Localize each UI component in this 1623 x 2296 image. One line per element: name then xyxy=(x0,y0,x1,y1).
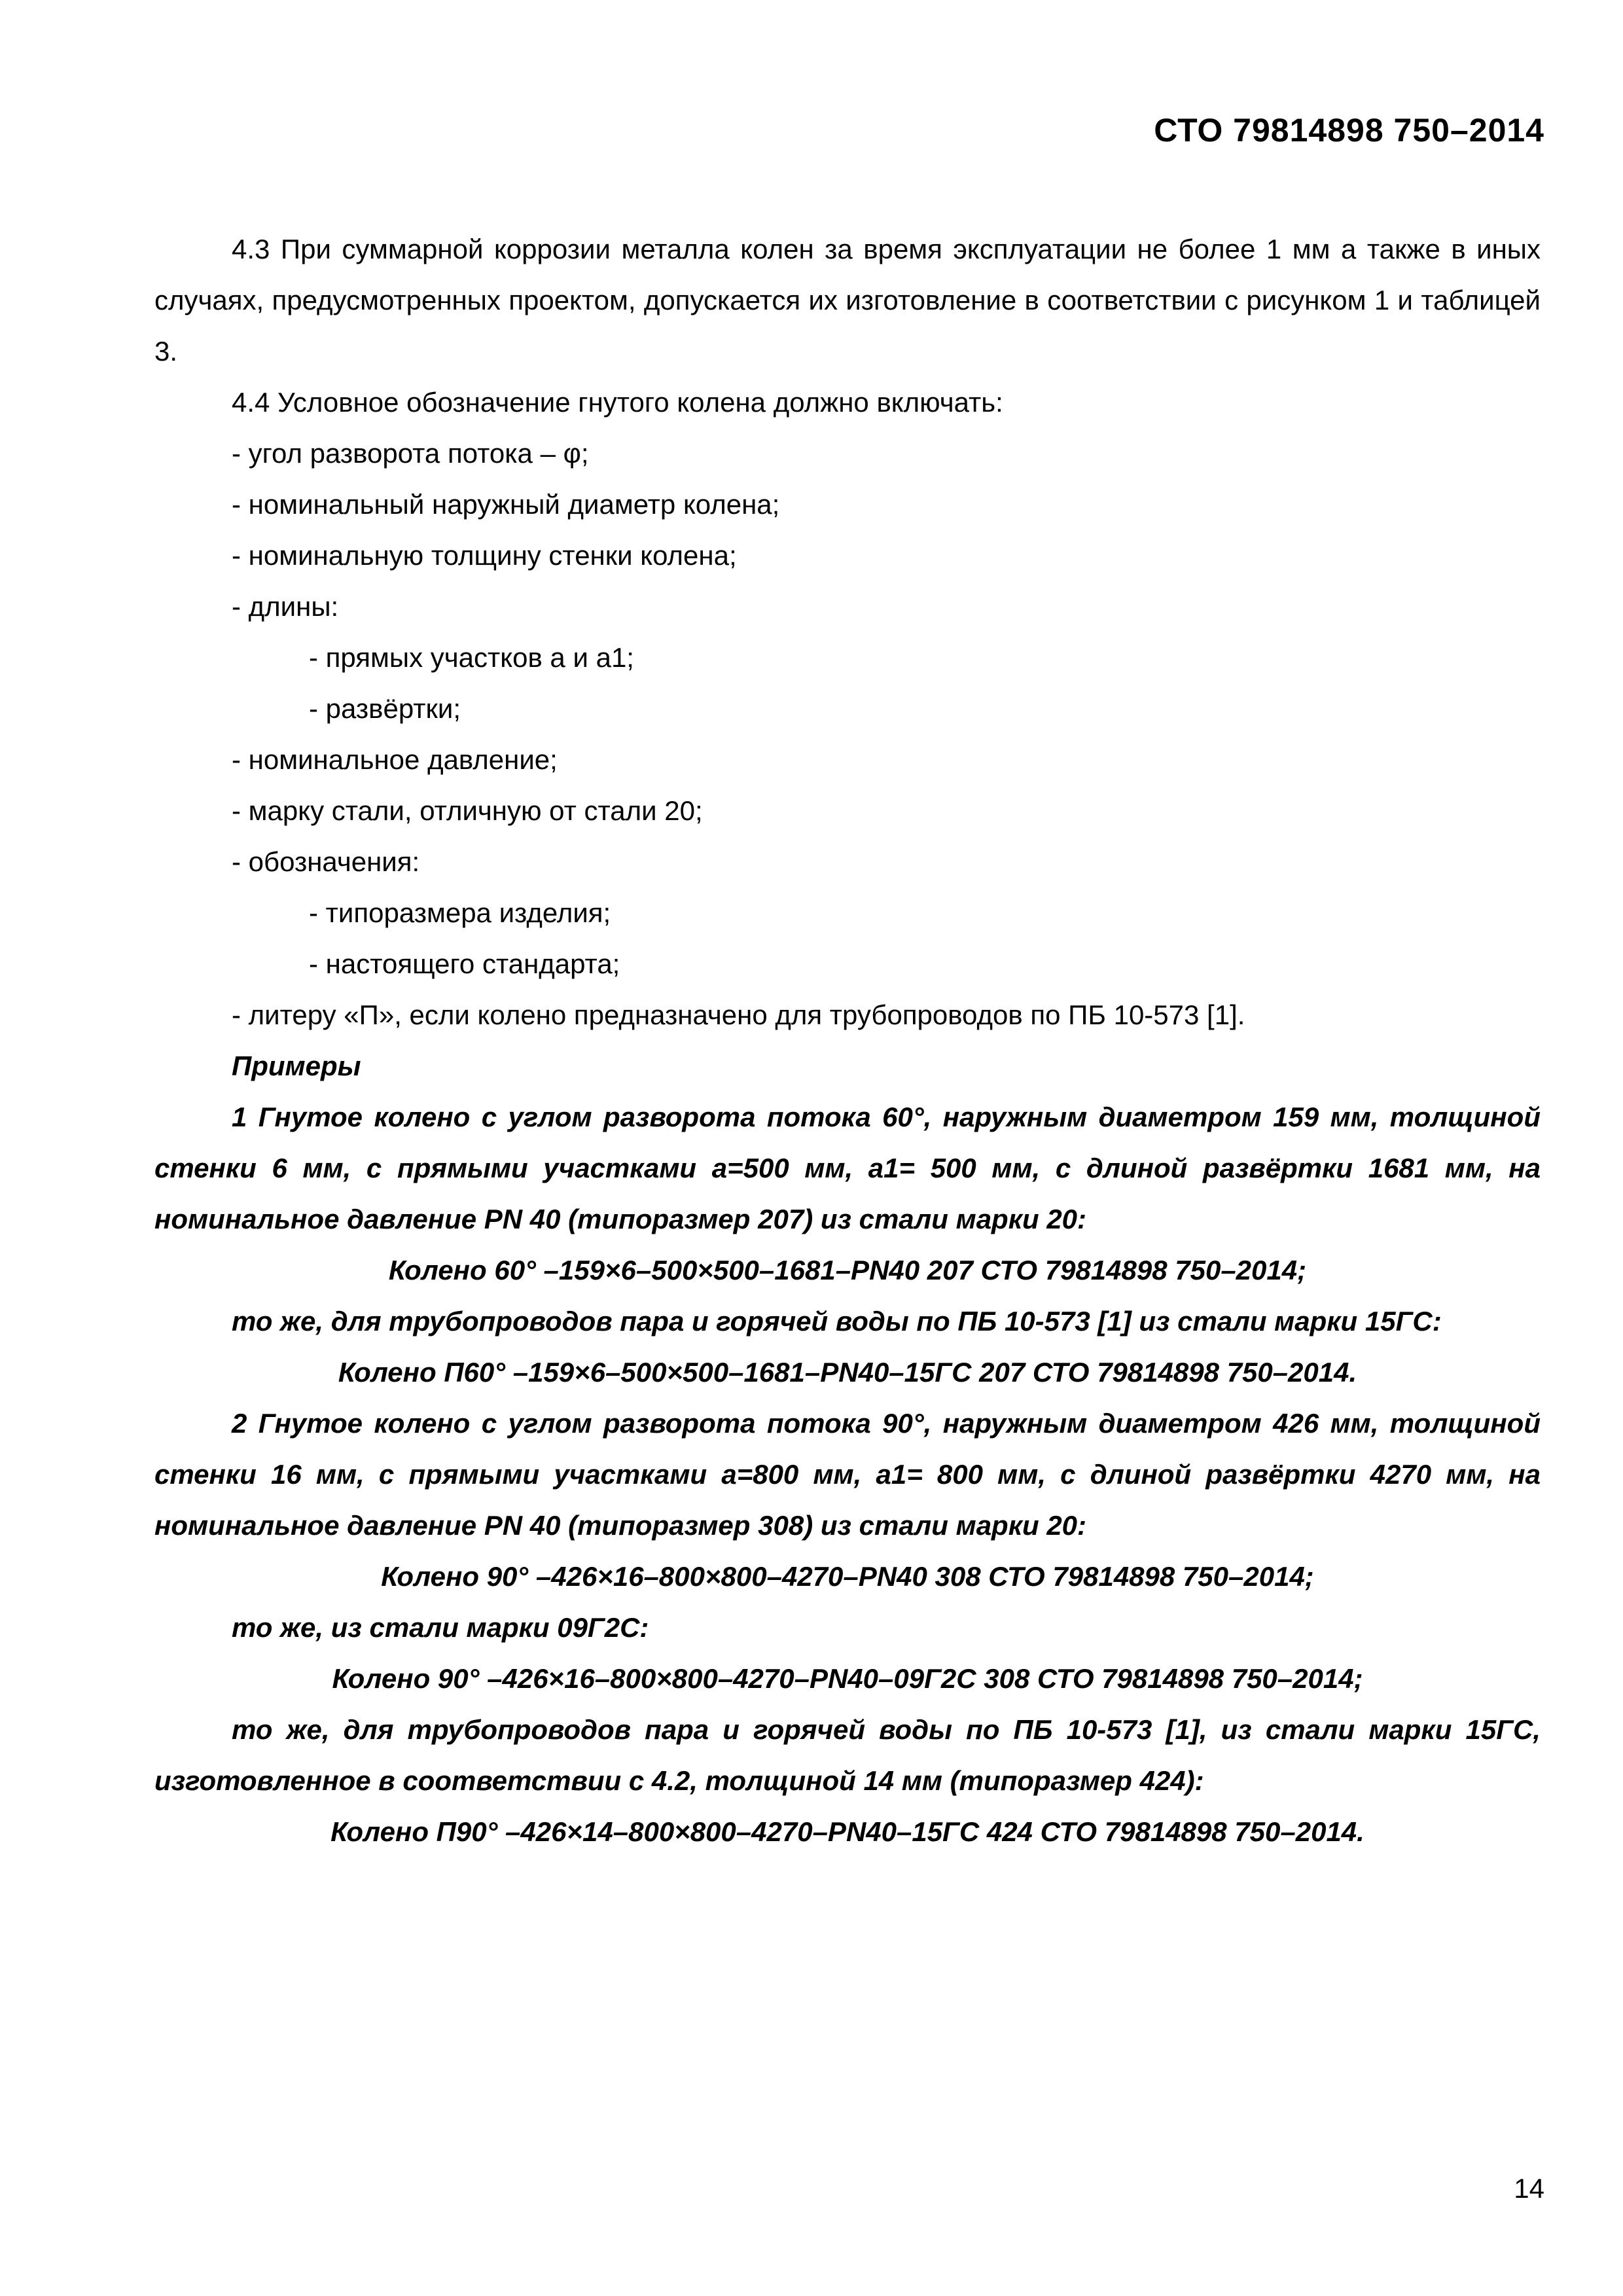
list-item-pressure: - номинальное давление; xyxy=(232,744,558,775)
page-number: 14 xyxy=(1514,2173,1544,2204)
list-subitem-development: - развёртки; xyxy=(309,693,461,724)
example-2-alt-designation-1: Колено 90° –426×16–800×800–4270–PN40–09Г2С 308 СТО 79814898 750–2014; xyxy=(332,1663,1363,1694)
example-2-alt-text-2: то же, для трубопроводов пара и горячей воды по ПБ 10-573 [1], из стали марки 15ГС, изготовленное в соответствии с 4.2, толщиной 14 мм (типоразмер 424): xyxy=(154,1714,1541,1796)
paragraph-4-4: 4.4 Условное обозначение гнутого колена должно включать: xyxy=(232,387,1003,418)
list-item-letter: - литеру «П», если колено предназначено для трубопроводов по ПБ 10-573 [1]. xyxy=(232,999,1245,1030)
example-2-alt-designation-2: Колено П90° –426×14–800×800–4270–PN40–15ГС 424 СТО 79814898 750–2014. xyxy=(330,1816,1364,1847)
paragraph-4-3: 4.3 При суммарной коррозии металла колен за время эксплуатации не более 1 мм а также в иных случаях, предусмотренных проектом, допускается их изготовление в соответствии с рисунком 1 и таблицей 3. xyxy=(154,234,1541,367)
example-1-alt-text: то же, для трубопроводов пара и горячей воды по ПБ 10-573 [1] из стали марки 15ГС: xyxy=(232,1306,1442,1336)
example-2-text: 2 Гнутое колено с углом разворота потока 90°, наружным диаметром 426 мм, толщиной стенки 16 мм, с прямыми участками а=800 мм, а1= 800 мм, с длиной развёртки 4270 мм, на номинальное давление PN 40 (типоразмер 308) из стали марки 20: xyxy=(154,1408,1541,1541)
document-body xyxy=(154,224,1541,1857)
document-code-header: СТО 79814898 750–2014 xyxy=(1154,112,1544,149)
list-subitem-standard: - настоящего стандарта; xyxy=(309,948,620,979)
list-item-angle: - угол разворота потока – φ; xyxy=(232,438,589,469)
list-item-designations: - обозначения: xyxy=(232,846,420,877)
examples-title: Примеры xyxy=(232,1050,361,1081)
example-2-designation: Колено 90° –426×16–800×800–4270–PN40 308 СТО 79814898 750–2014; xyxy=(381,1561,1314,1592)
example-1-alt-designation: Колено П60° –159×6–500×500–1681–PN40–15ГС 207 СТО 79814898 750–2014. xyxy=(338,1357,1357,1388)
list-subitem-straight: - прямых участков a и a1; xyxy=(309,642,634,673)
list-item-lengths: - длины: xyxy=(232,591,339,622)
list-item-thickness: - номинальную толщину стенки колена; xyxy=(232,540,737,571)
list-item-steel: - марку стали, отличную от стали 20; xyxy=(232,795,703,826)
list-subitem-size: - типоразмера изделия; xyxy=(309,897,611,928)
example-2-alt-text-1: то же, из стали марки 09Г2С: xyxy=(232,1612,649,1643)
example-1-designation: Колено 60° –159×6–500×500–1681–PN40 207 СТО 79814898 750–2014; xyxy=(388,1255,1307,1285)
list-item-diameter: - номинальный наружный диаметр колена; xyxy=(232,489,780,520)
example-1-text: 1 Гнутое колено с углом разворота потока 60°, наружным диаметром 159 мм, толщиной стенки 6 мм, с прямыми участками а=500 мм, а1= 500 мм, с длиной развёртки 1681 мм, на номинальное давление PN 40 (типоразмер 207) из стали марки 20: xyxy=(154,1102,1541,1234)
